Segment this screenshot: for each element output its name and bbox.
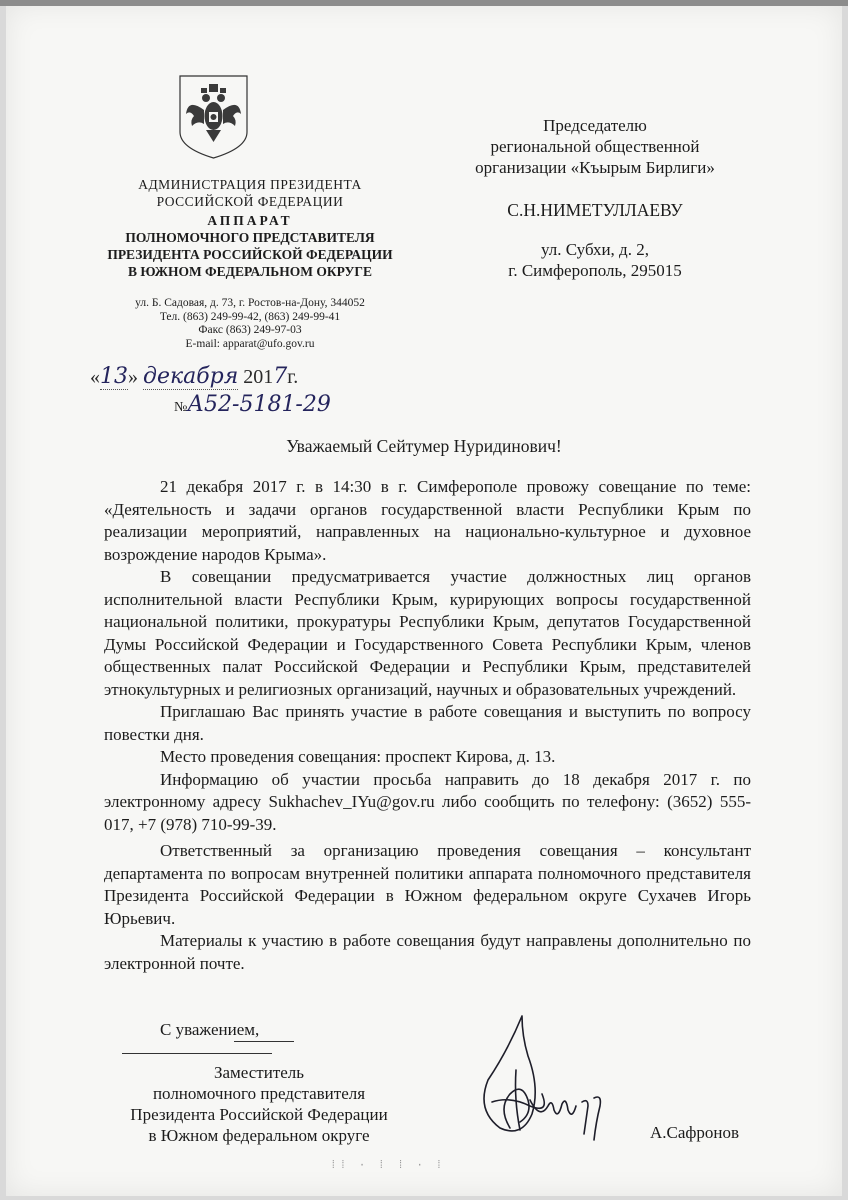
letterhead-office — [70, 212, 430, 280]
date-quote-open: « — [90, 366, 100, 388]
date-month: декабря — [143, 364, 239, 389]
signer-position-line: Президента Российской Федерации — [130, 1105, 388, 1124]
date-year-prefix: 201 — [243, 366, 274, 388]
body-paragraph: Материалы к участию в работе совещания будут направлены дополнительно по электронной почте. — [104, 931, 751, 973]
number-value: А52-5181-29 — [187, 392, 331, 417]
recipient-position-line: региональной общественной — [490, 137, 700, 156]
letterhead-admin-line: РОССИЙСКОЙ ФЕДЕРАЦИИ — [156, 194, 344, 209]
letterhead-email: E-mail: apparat@ufo.gov.ru — [185, 337, 315, 350]
letter-body — [104, 476, 751, 975]
body-paragraph: Ответственный за организацию проведения совещания – консультант департамента по вопросам внутренней политики аппарата полномочного представителя Президента Российской Федерации в Южном федеральном округе Сухачев Игорь Юрьевич. — [104, 841, 751, 928]
recipient-address-line: г. Симферополь, 295015 — [508, 261, 682, 280]
recipient-name: С.Н.НИМЕТУЛЛАЕВУ — [507, 200, 683, 220]
letterhead-admin-line: АДМИНИСТРАЦИЯ ПРЕЗИДЕНТА — [138, 177, 362, 192]
signer-position-line: Заместитель — [213, 1063, 305, 1082]
scan-stamp-mark: ⁞⁞ · ⁞ ⁞ · ⁞ — [330, 1160, 446, 1172]
letterhead-office-line: АППАРАТ — [207, 213, 293, 228]
document-number — [174, 392, 331, 417]
date-day: 13 — [100, 364, 128, 389]
divider — [122, 1053, 272, 1054]
divider — [234, 1041, 294, 1042]
letterhead-fax: Факс (863) 249-97-03 — [198, 324, 302, 336]
salutation: Уважаемый Сейтумер Нуридинович! — [286, 436, 562, 456]
recipient-address-line: ул. Субхи, д. 2, — [541, 240, 649, 259]
signer-position — [104, 1062, 414, 1146]
handwritten-signature — [470, 1010, 640, 1150]
recipient-position-line: организации «Къырым Бирлиги» — [475, 158, 715, 177]
letterhead-office-line: ПРЕЗИДЕНТА РОССИЙСКОЙ ФЕДЕРАЦИИ — [107, 247, 393, 262]
letterhead-address: ул. Б. Садовая, д. 73, г. Ростов-на-Дону, 344052 — [135, 297, 365, 309]
recipient-position-line: Председателю — [543, 116, 647, 135]
number-prefix: № — [174, 400, 188, 415]
letterhead-contacts — [70, 297, 430, 351]
body-paragraph: В совещании предусматривается участие должностных лиц органов исполнительной власти Республики Крым, курирующих вопросы государственной национальной политики, прокуратуры Республики Крым, депутатов Государственной Думы Российской Федерации и Государственного Совета Республики Крым, членов общественных палат Российской Федерации и Республики Крым, представителей этнокультурных и религиозных организаций, научных и образовательных учреждений. — [104, 567, 751, 699]
letterhead-office-line: В ЮЖНОМ ФЕДЕРАЛЬНОМ ОКРУГЕ — [127, 264, 373, 279]
signer-name: А.Сафронов — [650, 1123, 740, 1142]
date-year-unit: г. — [287, 366, 299, 388]
closing-regards: С уважением, — [160, 1020, 260, 1039]
coat-of-arms-icon — [176, 70, 251, 160]
recipient-address — [440, 239, 750, 281]
date-year-suffix: 7 — [273, 364, 288, 389]
body-paragraph: Информацию об участии просьба направить до 18 декабря 2017 г. по электронному адресу Sukhachev_IYu@gov.ru либо сообщить по телефону: (3652) 555-017, +7 (978) 710-99-39. — [104, 769, 751, 834]
date-quote-close: » — [128, 366, 138, 388]
scan-edge — [0, 0, 848, 6]
body-paragraph: 21 декабря 2017 г. в 14:30 в г. Симферополе провожу совещание по теме: «Деятельность и задачи органов государственной власти Республики Крым по реализации мероприятий, направленных на национально-культурное и духовное возрождение народов Крыма». — [104, 477, 751, 564]
signer-position-line: в Южном федеральном округе — [148, 1126, 370, 1145]
letterhead-administration — [70, 176, 430, 210]
recipient-position — [440, 115, 750, 178]
body-paragraph: Приглашаю Вас принять участие в работе совещания и выступить по вопросу повестки дня. — [104, 702, 751, 744]
signer-position-line: полномочного представителя — [152, 1084, 366, 1103]
document-date — [90, 364, 298, 389]
body-paragraph: Место проведения совещания: проспект Кирова, д. 13. — [160, 747, 556, 766]
letterhead-office-line: ПОЛНОМОЧНОГО ПРЕДСТАВИТЕЛЯ — [125, 230, 375, 245]
letterhead-phone: Тел. (863) 249-99-42, (863) 249-99-41 — [159, 310, 341, 323]
